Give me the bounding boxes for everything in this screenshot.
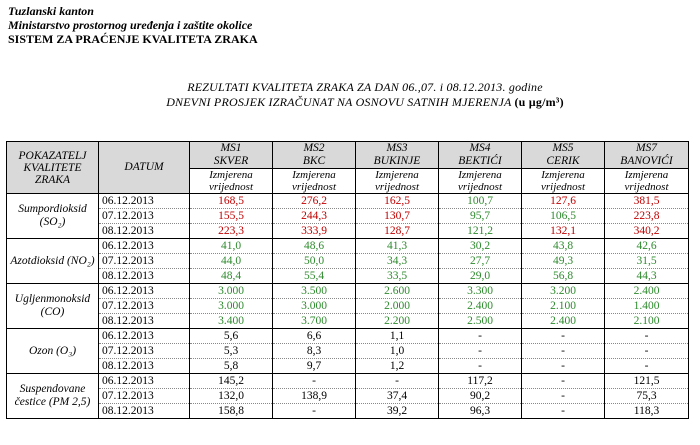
value-cell: 2.400: [522, 314, 605, 329]
value-cell: 1.400: [605, 299, 689, 314]
value-cell: -: [522, 389, 605, 404]
value-cell: 2.400: [439, 299, 522, 314]
value-cell: 223,8: [605, 209, 689, 224]
header-station: [273, 142, 356, 169]
value-cell: 31,5: [605, 254, 689, 269]
header-date: DATUM: [99, 142, 190, 194]
value-cell: 106,5: [522, 209, 605, 224]
header-parameter: POKAZATELJ KVALITETE ZRAKA: [7, 142, 99, 194]
value-cell: 117,2: [439, 374, 522, 389]
value-cell: 9,7: [273, 359, 356, 374]
station-code: MS2: [303, 142, 325, 154]
header-station: [356, 142, 439, 169]
document-header: [8, 4, 258, 46]
table-row: [7, 269, 689, 284]
station-code: MS5: [552, 142, 574, 154]
value-cell: 8,3: [273, 344, 356, 359]
value-cell: 2.200: [356, 314, 439, 329]
parameter-cell: Ugljenmonoksid (CO): [7, 284, 99, 329]
table-row: [7, 224, 689, 239]
date-cell: 08.12.2013: [99, 314, 190, 329]
value-cell: 56,8: [522, 269, 605, 284]
table-row: [7, 404, 689, 419]
value-cell: 95,7: [439, 209, 522, 224]
date-cell: 06.12.2013: [99, 329, 190, 344]
table-row: [7, 359, 689, 374]
date-cell: 08.12.2013: [99, 359, 190, 374]
report-subtitle-text: DNEVNI PROSJEK IZRAČUNAT NA OSNOVU SATNIH MJERENJA: [166, 95, 512, 109]
report-titles: [0, 80, 700, 110]
header-measured-value: Izmjerena vrijednost: [273, 169, 356, 194]
table-row: [7, 389, 689, 404]
system-name: SISTEM ZA PRAĆENJE KVALITETA ZRAKA: [8, 32, 258, 46]
date-cell: 08.12.2013: [99, 224, 190, 239]
value-cell: -: [356, 374, 439, 389]
value-cell: 42,6: [605, 239, 689, 254]
value-cell: -: [522, 404, 605, 419]
value-cell: 2.000: [356, 299, 439, 314]
value-cell: 5,6: [190, 329, 273, 344]
value-cell: 41,3: [356, 239, 439, 254]
station-code: MS4: [469, 142, 491, 154]
report-unit: (u µg/m³): [514, 95, 564, 109]
date-cell: 08.12.2013: [99, 269, 190, 284]
value-cell: 138,9: [273, 389, 356, 404]
header-station: [522, 142, 605, 169]
station-code: MS1: [220, 142, 242, 154]
value-cell: -: [439, 344, 522, 359]
value-cell: 118,3: [605, 404, 689, 419]
parameter-cell: Sumpordioksid (SO₂): [7, 194, 99, 239]
station-name: BANOVIĆI: [620, 155, 673, 167]
value-cell: 3.000: [190, 284, 273, 299]
header-measured-value: Izmjerena vrijednost: [439, 169, 522, 194]
station-name: SKVER: [213, 155, 249, 167]
value-cell: 30,2: [439, 239, 522, 254]
value-cell: 132,0: [190, 389, 273, 404]
value-cell: 158,8: [190, 404, 273, 419]
value-cell: 43,8: [522, 239, 605, 254]
parameter-cell: Azotdioksid (NO₂): [7, 239, 99, 284]
value-cell: 3.500: [273, 284, 356, 299]
value-cell: 3.200: [522, 284, 605, 299]
value-cell: 34,3: [356, 254, 439, 269]
value-cell: 48,6: [273, 239, 356, 254]
value-cell: 130,7: [356, 209, 439, 224]
value-cell: -: [439, 329, 522, 344]
value-cell: 100,7: [439, 194, 522, 209]
date-cell: 06.12.2013: [99, 239, 190, 254]
value-cell: 49,3: [522, 254, 605, 269]
value-cell: 127,6: [522, 194, 605, 209]
value-cell: 75,3: [605, 389, 689, 404]
station-name: BUKINJE: [373, 155, 421, 167]
value-cell: 3.400: [190, 314, 273, 329]
value-cell: 44,3: [605, 269, 689, 284]
table-row: [7, 314, 689, 329]
value-cell: 5,8: [190, 359, 273, 374]
value-cell: 333,9: [273, 224, 356, 239]
value-cell: 276,2: [273, 194, 356, 209]
report-subtitle: [0, 95, 700, 110]
value-cell: 50,0: [273, 254, 356, 269]
value-cell: 3.300: [439, 284, 522, 299]
ministry-name: Ministarstvo prostornog uređenja i zaštite okolice: [8, 18, 253, 32]
value-cell: 44,0: [190, 254, 273, 269]
station-name: BKC: [302, 155, 326, 167]
value-cell: 5,3: [190, 344, 273, 359]
value-cell: 27,7: [439, 254, 522, 269]
value-cell: -: [273, 404, 356, 419]
value-cell: -: [605, 329, 689, 344]
value-cell: 6,6: [273, 329, 356, 344]
air-quality-table: [6, 141, 689, 419]
value-cell: -: [522, 359, 605, 374]
value-cell: -: [605, 344, 689, 359]
table-row: [7, 239, 689, 254]
value-cell: 145,2: [190, 374, 273, 389]
value-cell: -: [439, 359, 522, 374]
value-cell: -: [273, 374, 356, 389]
date-cell: 07.12.2013: [99, 299, 190, 314]
value-cell: 90,2: [439, 389, 522, 404]
value-cell: 121,5: [605, 374, 689, 389]
station-name: CERIK: [546, 155, 580, 167]
value-cell: -: [605, 359, 689, 374]
value-cell: 223,3: [190, 224, 273, 239]
value-cell: 2.400: [605, 284, 689, 299]
table-row: [7, 374, 689, 389]
value-cell: 1,1: [356, 329, 439, 344]
station-code: MS7: [635, 142, 658, 154]
table-row: [7, 209, 689, 224]
value-cell: 39,2: [356, 404, 439, 419]
value-cell: 1,0: [356, 344, 439, 359]
header-measured-value: Izmjerena vrijednost: [522, 169, 605, 194]
value-cell: 3.700: [273, 314, 356, 329]
canton-name: Tuzlanski kanton: [8, 4, 94, 18]
value-cell: 3.000: [273, 299, 356, 314]
value-cell: -: [522, 329, 605, 344]
value-cell: 162,5: [356, 194, 439, 209]
parameter-cell: Ozon (O₃): [7, 329, 99, 374]
date-cell: 07.12.2013: [99, 344, 190, 359]
value-cell: 381,5: [605, 194, 689, 209]
table-header-row: [7, 142, 689, 169]
table-row: [7, 299, 689, 314]
value-cell: 132,1: [522, 224, 605, 239]
value-cell: 2.100: [605, 314, 689, 329]
header-station: [439, 142, 522, 169]
station-code: MS3: [386, 142, 408, 154]
date-cell: 07.12.2013: [99, 389, 190, 404]
date-cell: 07.12.2013: [99, 254, 190, 269]
header-measured-value: Izmjerena vrijednost: [605, 169, 689, 194]
date-cell: 08.12.2013: [99, 404, 190, 419]
value-cell: -: [522, 344, 605, 359]
value-cell: 96,3: [439, 404, 522, 419]
value-cell: 2.600: [356, 284, 439, 299]
date-cell: 06.12.2013: [99, 284, 190, 299]
value-cell: 33,5: [356, 269, 439, 284]
value-cell: 55,4: [273, 269, 356, 284]
value-cell: 128,7: [356, 224, 439, 239]
table-row: [7, 194, 689, 209]
value-cell: 3.000: [190, 299, 273, 314]
value-cell: 37,4: [356, 389, 439, 404]
date-cell: 06.12.2013: [99, 194, 190, 209]
value-cell: 41,0: [190, 239, 273, 254]
header-measured-value: Izmjerena vrijednost: [190, 169, 273, 194]
value-cell: 168,5: [190, 194, 273, 209]
report-title: REZULTATI KVALITETA ZRAKA ZA DAN 06.,07. i 08.12.2013. godine: [187, 80, 543, 94]
value-cell: 2.100: [522, 299, 605, 314]
table-row: [7, 254, 689, 269]
value-cell: 244,3: [273, 209, 356, 224]
value-cell: 1,2: [356, 359, 439, 374]
table-row: [7, 329, 689, 344]
date-cell: 06.12.2013: [99, 374, 190, 389]
date-cell: 07.12.2013: [99, 209, 190, 224]
value-cell: 121,2: [439, 224, 522, 239]
table-row: [7, 284, 689, 299]
header-station: [190, 142, 273, 169]
parameter-cell: Suspendovane čestice (PM 2,5): [7, 374, 99, 419]
header-station: [605, 142, 689, 169]
value-cell: 340,2: [605, 224, 689, 239]
table-row: [7, 344, 689, 359]
value-cell: 29,0: [439, 269, 522, 284]
header-measured-value: Izmjerena vrijednost: [356, 169, 439, 194]
value-cell: 155,5: [190, 209, 273, 224]
station-name: BEKTIĆI: [458, 155, 502, 167]
value-cell: 48,4: [190, 269, 273, 284]
value-cell: 2.500: [439, 314, 522, 329]
value-cell: -: [522, 374, 605, 389]
